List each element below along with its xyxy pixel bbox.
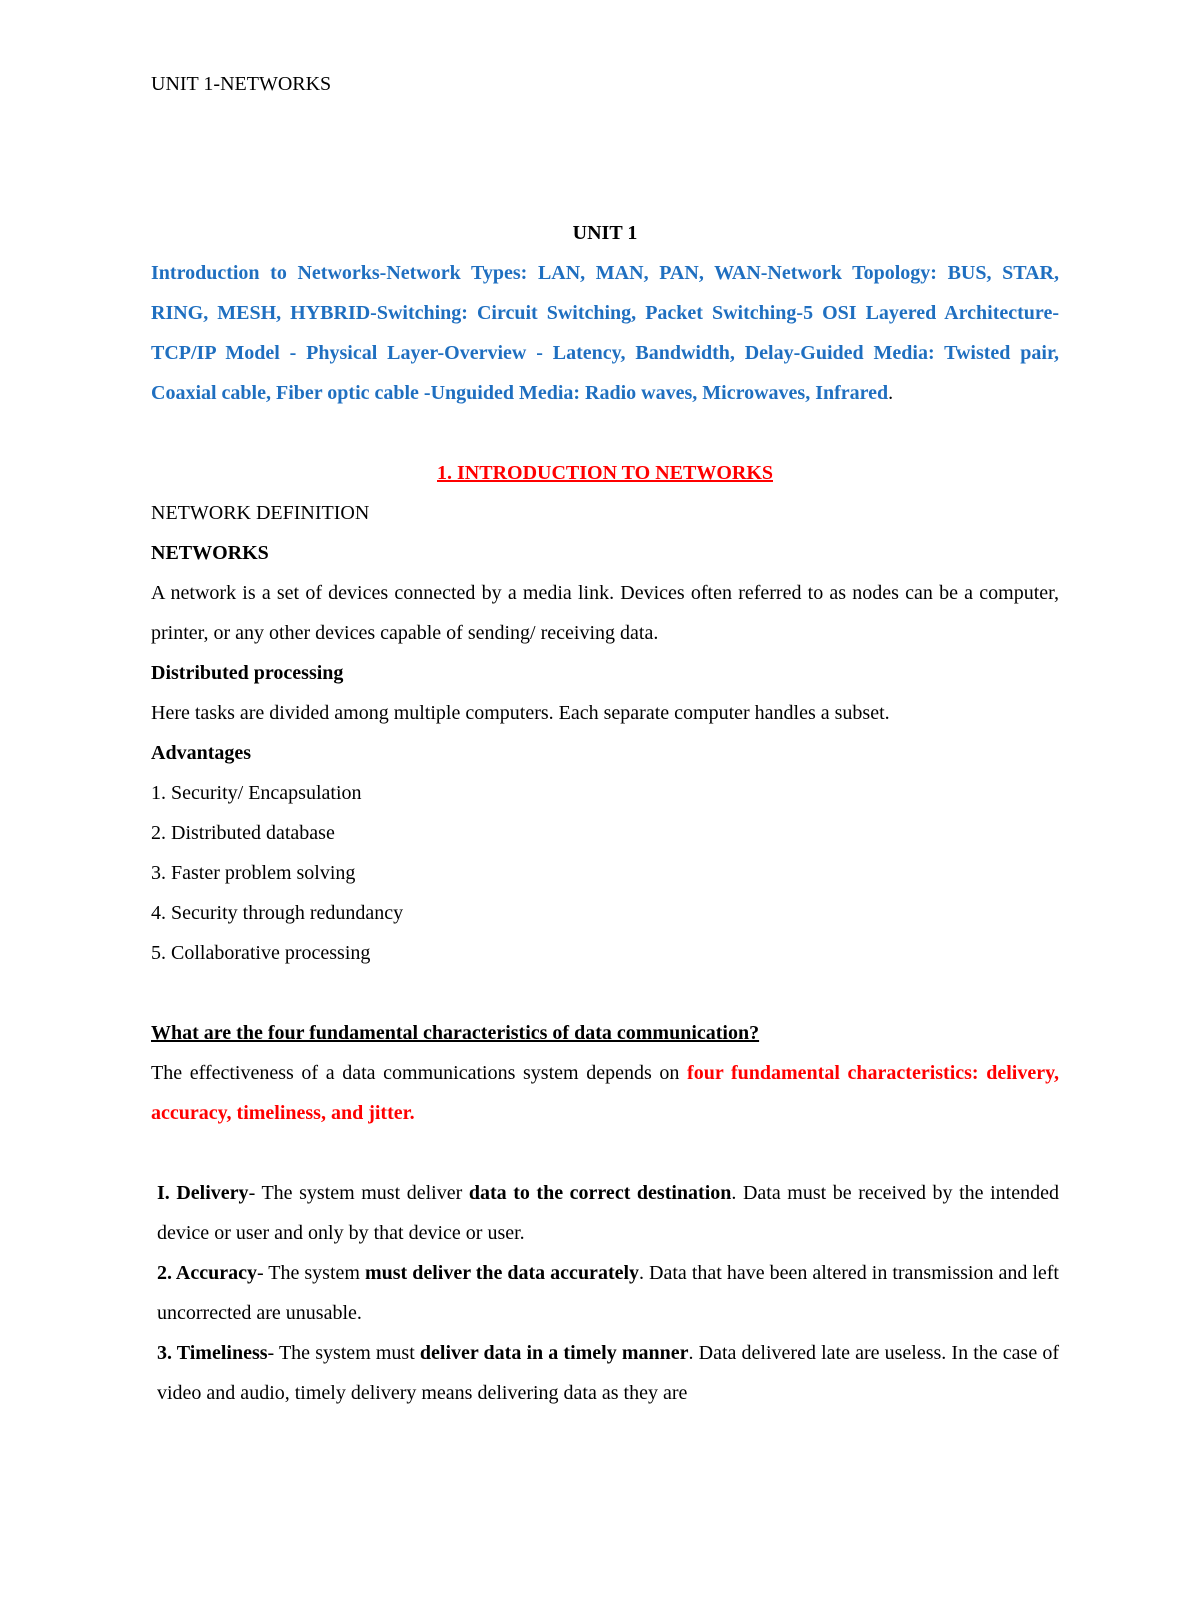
list-item: 4. Security through redundancy [151, 902, 404, 924]
networks-heading: NETWORKS [151, 542, 269, 564]
question-heading: What are the four fundamental characteristics of data communication? [151, 1022, 760, 1044]
characteristic-bold: data to the correct destination [468, 1182, 732, 1204]
characteristic-sep: - The system must deliver [248, 1182, 469, 1204]
characteristic-timeliness [151, 1333, 1059, 1413]
list-item: 2. Distributed database [151, 822, 335, 844]
spacer [151, 973, 1059, 1013]
list-item: 3. Faster problem solving [151, 862, 356, 884]
list-item: 1. Security/ Encapsulation [151, 782, 362, 804]
characteristic-sep: - The system must [267, 1342, 420, 1364]
characteristic-label: 3. Timeliness [157, 1342, 268, 1364]
intro-highlight: four fundamental characteristics: delivery, accuracy, timeliness, and jitter. [151, 1062, 1059, 1124]
characteristic-bold: deliver data in a timely manner [419, 1342, 689, 1364]
characteristic-sep: - The system [256, 1262, 365, 1284]
distributed-processing-heading: Distributed processing [151, 662, 344, 684]
spacer [151, 1133, 1059, 1173]
intro-plain: The effectiveness of a data communications system depends on [151, 1062, 688, 1084]
network-definition-heading: NETWORK DEFINITION [151, 502, 370, 524]
document-content [151, 213, 1059, 1413]
characteristic-rest: . Data must be received by the intended device or user and only by that device or user. [157, 1182, 1059, 1244]
distributed-processing-paragraph: Here tasks are divided among multiple computers. Each separate computer handles a subset. [151, 702, 890, 724]
characteristic-rest: . Data delivered late are useless. In the case of video and audio, timely delivery means delivering data as they are [157, 1342, 1059, 1404]
characteristic-accuracy [151, 1253, 1059, 1333]
section-title: 1. INTRODUCTION TO NETWORKS [437, 462, 773, 484]
syllabus-text: Introduction to Networks-Network Types: LAN, MAN, PAN, WAN-Network Topology: BUS, STAR, RING, MESH, HYBRID-Switching: Circuit Switching, Packet Switching-5 OSI Layered Architecture-TCP/IP Model - Physical Layer-Overview - Latency, Bandwidth, Delay-Guided Media: Twisted pair, Coaxial cable, Fiber optic cable -Unguided Media: Radio waves, Microwaves, Infrared [151, 262, 1059, 404]
syllabus-end: . [888, 382, 894, 404]
characteristic-delivery [151, 1173, 1059, 1253]
characteristic-label: 2. Accuracy [157, 1262, 257, 1284]
characteristic-label: I. Delivery [157, 1182, 249, 1204]
spacer [151, 413, 1059, 453]
unit-heading: UNIT 1 [572, 222, 638, 244]
page-header: UNIT 1-NETWORKS [151, 73, 332, 95]
networks-paragraph: A network is a set of devices connected by a media link. Devices often referred to as nodes can be a computer, printer, or any other devices capable of sending/ receiving data. [151, 582, 1059, 644]
advantages-heading: Advantages [151, 742, 252, 764]
characteristic-rest: . Data that have been altered in transmission and left uncorrected are unusable. [157, 1262, 1059, 1324]
list-item: 5. Collaborative processing [151, 942, 371, 964]
characteristic-bold: must deliver the data accurately [364, 1262, 640, 1284]
characteristics-intro [151, 1053, 1059, 1133]
syllabus-paragraph [151, 253, 1059, 413]
